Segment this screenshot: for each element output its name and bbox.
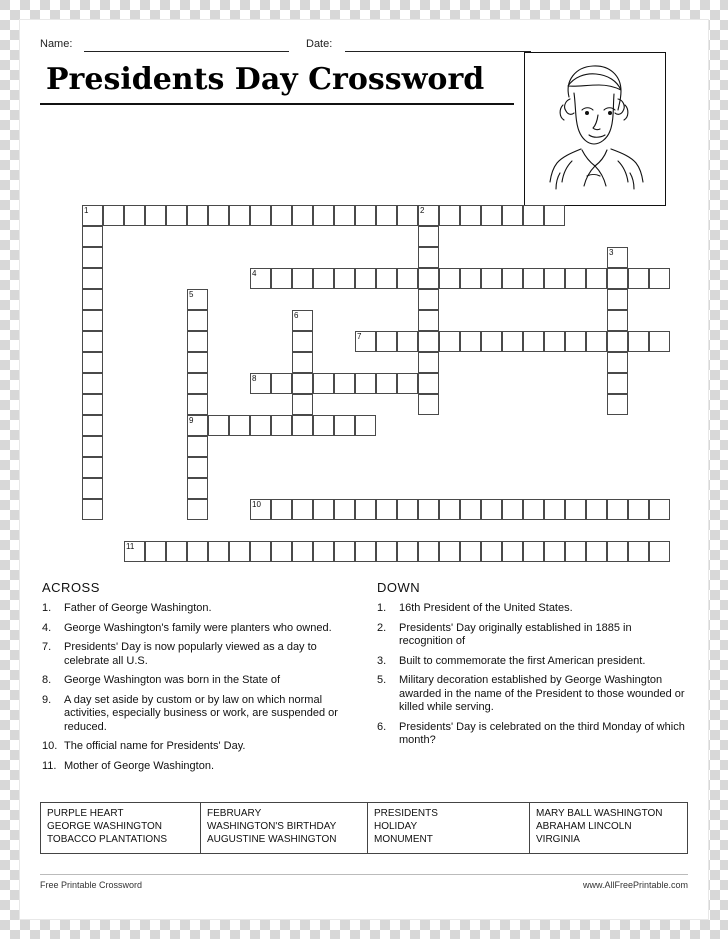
clue-text: Presidents' Day is now popularly viewed as a day to celebrate all U.S. xyxy=(64,641,317,667)
crossword-cell[interactable] xyxy=(334,499,355,520)
crossword-cell[interactable] xyxy=(124,541,145,562)
across-heading: ACROSS xyxy=(42,580,100,595)
date-write-line[interactable] xyxy=(345,51,531,52)
clue-number: 5. xyxy=(377,674,387,686)
crossword-cell[interactable] xyxy=(418,331,439,352)
clue-text: Presidents' Day is celebrated on the third Monday of which month? xyxy=(399,720,685,746)
crossword-cell[interactable] xyxy=(292,373,313,394)
crossword-cell[interactable] xyxy=(460,499,481,520)
clue-text: Built to commemorate the first American president. xyxy=(399,654,646,667)
crossword-cell[interactable] xyxy=(187,457,208,478)
title-rule xyxy=(40,103,514,105)
crossword-cell[interactable] xyxy=(439,331,460,352)
crossword-cell[interactable] xyxy=(250,268,271,289)
clue-item xyxy=(377,655,687,669)
clue-number: 6. xyxy=(377,720,387,733)
crossword-cell[interactable] xyxy=(82,394,103,415)
crossword-cell[interactable] xyxy=(607,268,628,289)
crossword-cell[interactable] xyxy=(502,205,523,226)
clue-text: George Washington was born in the State of xyxy=(64,674,281,686)
crossword-cell[interactable] xyxy=(82,247,103,268)
crossword-grid[interactable] xyxy=(40,205,690,565)
across-clue-list xyxy=(42,602,357,773)
crossword-cell[interactable] xyxy=(355,541,376,562)
crossword-cell[interactable] xyxy=(502,541,523,562)
crossword-cell[interactable] xyxy=(607,541,628,562)
crossword-cell[interactable] xyxy=(418,394,439,415)
down-heading: DOWN xyxy=(377,580,421,595)
crossword-cell[interactable] xyxy=(124,205,145,226)
crossword-cell[interactable] xyxy=(502,499,523,520)
crossword-cell[interactable] xyxy=(82,478,103,499)
clue-text: Presidents' Day originally established in 1885 in recognition of xyxy=(399,621,632,647)
crossword-cell[interactable] xyxy=(355,205,376,226)
word-bank-column-4 xyxy=(530,803,687,853)
crossword-cell[interactable] xyxy=(460,541,481,562)
crossword-cell[interactable] xyxy=(145,205,166,226)
crossword-cell[interactable] xyxy=(334,373,355,394)
crossword-cell[interactable] xyxy=(565,268,586,289)
crossword-cell[interactable] xyxy=(82,289,103,310)
crossword-cell[interactable] xyxy=(292,310,313,331)
crossword-cell[interactable] xyxy=(397,541,418,562)
crossword-cell[interactable] xyxy=(292,205,313,226)
crossword-cell[interactable] xyxy=(439,268,460,289)
crossword-cell[interactable] xyxy=(586,268,607,289)
cell-number: 8 xyxy=(252,374,257,383)
worksheet-page xyxy=(20,20,708,919)
crossword-cell[interactable] xyxy=(313,415,334,436)
word-bank-entry: PRESIDENTS xyxy=(374,808,438,819)
crossword-cell[interactable] xyxy=(565,499,586,520)
word-bank-entry: ABRAHAM LINCOLN xyxy=(536,821,632,832)
crossword-cell[interactable] xyxy=(460,268,481,289)
clue-number: 2. xyxy=(377,621,387,634)
clue-number: 7. xyxy=(42,641,52,653)
crossword-cell[interactable] xyxy=(565,541,586,562)
crossword-cell[interactable] xyxy=(313,499,334,520)
cell-number: 4 xyxy=(252,269,257,278)
crossword-cell[interactable] xyxy=(271,268,292,289)
footer-left: Free Printable Crossword xyxy=(40,880,143,890)
clue-text: Father of George Washington. xyxy=(64,602,212,614)
crossword-cell[interactable] xyxy=(376,499,397,520)
crossword-cell[interactable] xyxy=(292,541,313,562)
footer-right[interactable]: www.AllFreePrintable.com xyxy=(582,880,688,890)
crossword-cell[interactable] xyxy=(439,541,460,562)
crossword-cell[interactable] xyxy=(187,436,208,457)
word-bank-entry: PURPLE HEART xyxy=(47,808,124,819)
clue-item xyxy=(42,694,357,735)
word-bank-entry: WASHINGTON'S BIRTHDAY xyxy=(207,821,337,832)
cell-number: 6 xyxy=(294,311,299,320)
clue-item xyxy=(42,674,357,688)
down-column xyxy=(377,580,687,754)
word-bank-entry: MARY BALL WASHINGTON xyxy=(536,808,663,819)
crossword-cell[interactable] xyxy=(208,415,229,436)
crossword-cell[interactable] xyxy=(145,541,166,562)
crossword-cell[interactable] xyxy=(250,373,271,394)
crossword-cell[interactable] xyxy=(397,268,418,289)
crossword-cell[interactable] xyxy=(82,415,103,436)
crossword-cell[interactable] xyxy=(292,331,313,352)
crossword-cell[interactable] xyxy=(187,352,208,373)
crossword-cell[interactable] xyxy=(481,499,502,520)
crossword-cell[interactable] xyxy=(397,373,418,394)
clue-number: 1. xyxy=(42,602,52,614)
cell-number: 5 xyxy=(189,290,194,299)
clue-item xyxy=(377,674,687,715)
crossword-cell[interactable] xyxy=(418,205,439,226)
crossword-cell[interactable] xyxy=(544,331,565,352)
clue-item xyxy=(377,721,687,748)
crossword-cell[interactable] xyxy=(229,541,250,562)
crossword-cell[interactable] xyxy=(334,541,355,562)
across-column xyxy=(42,580,357,779)
crossword-cell[interactable] xyxy=(103,205,124,226)
word-bank-entry: FEBRUARY xyxy=(207,808,262,819)
crossword-cell[interactable] xyxy=(376,268,397,289)
crossword-cell[interactable] xyxy=(418,310,439,331)
crossword-cell[interactable] xyxy=(292,268,313,289)
clue-number: 1. xyxy=(377,602,387,614)
crossword-cell[interactable] xyxy=(187,373,208,394)
page-title: Presidents Day Crossword xyxy=(46,62,485,97)
cell-number: 7 xyxy=(357,332,362,341)
crossword-cell[interactable] xyxy=(565,331,586,352)
crossword-cell[interactable] xyxy=(187,415,208,436)
crossword-cell[interactable] xyxy=(187,331,208,352)
word-bank-entry: GEORGE WASHINGTON xyxy=(47,821,163,832)
crossword-cell[interactable] xyxy=(334,268,355,289)
clue-number: 10. xyxy=(42,740,58,752)
down-clue-list xyxy=(377,602,687,748)
crossword-cell[interactable] xyxy=(166,205,187,226)
crossword-cell[interactable] xyxy=(250,415,271,436)
clue-number: 3. xyxy=(377,654,387,667)
crossword-cell[interactable] xyxy=(187,478,208,499)
crossword-cell[interactable] xyxy=(502,268,523,289)
crossword-cell[interactable] xyxy=(649,331,670,352)
clue-text: Military decoration established by George Washington awarded in the name of the President to those wounded or killed while serving. xyxy=(399,674,685,713)
crossword-cell[interactable] xyxy=(82,205,103,226)
crossword-cell[interactable] xyxy=(439,205,460,226)
clue-text: George Washington's family were planters who owned. xyxy=(64,621,332,634)
crossword-cell[interactable] xyxy=(313,268,334,289)
crossword-cell[interactable] xyxy=(523,268,544,289)
crossword-cell[interactable] xyxy=(82,352,103,373)
word-bank-column-2 xyxy=(201,803,368,853)
name-write-line[interactable] xyxy=(84,51,289,52)
crossword-cell[interactable] xyxy=(586,331,607,352)
crossword-cell[interactable] xyxy=(418,247,439,268)
crossword-cell[interactable] xyxy=(607,310,628,331)
clue-text: A day set aside by custom or by law on which normal activities, especially business or work, are suspended or reduced. xyxy=(64,693,338,733)
cell-number: 9 xyxy=(189,416,194,425)
crossword-cell[interactable] xyxy=(82,373,103,394)
crossword-cell[interactable] xyxy=(481,268,502,289)
date-label: Date: xyxy=(306,38,333,50)
crossword-cell[interactable] xyxy=(82,457,103,478)
crossword-cell[interactable] xyxy=(250,205,271,226)
crossword-cell[interactable] xyxy=(586,499,607,520)
crossword-cell[interactable] xyxy=(82,226,103,247)
crossword-cell[interactable] xyxy=(418,268,439,289)
crossword-cell[interactable] xyxy=(628,268,649,289)
crossword-cell[interactable] xyxy=(271,373,292,394)
crossword-cell[interactable] xyxy=(628,499,649,520)
crossword-cell[interactable] xyxy=(649,541,670,562)
crossword-cell[interactable] xyxy=(166,541,187,562)
crossword-cell[interactable] xyxy=(607,247,628,268)
crossword-cell[interactable] xyxy=(523,205,544,226)
crossword-cell[interactable] xyxy=(460,331,481,352)
cell-number: 3 xyxy=(609,248,614,257)
page-footer xyxy=(40,874,688,890)
crossword-cell[interactable] xyxy=(397,499,418,520)
word-bank-column-3 xyxy=(368,803,530,853)
clue-number: 4. xyxy=(42,621,52,634)
name-label: Name: xyxy=(40,38,73,50)
clue-number: 11. xyxy=(42,759,57,772)
crossword-cell[interactable] xyxy=(187,310,208,331)
word-bank-entry: TOBACCO PLANTATIONS xyxy=(47,834,168,845)
crossword-cell[interactable] xyxy=(292,394,313,415)
crossword-cell[interactable] xyxy=(418,499,439,520)
word-bank-entry: AUGUSTINE WASHINGTON xyxy=(207,834,337,845)
crossword-cell[interactable] xyxy=(544,205,565,226)
crossword-cell[interactable] xyxy=(376,373,397,394)
crossword-cell[interactable] xyxy=(523,331,544,352)
crossword-cell[interactable] xyxy=(355,373,376,394)
crossword-cell[interactable] xyxy=(376,205,397,226)
crossword-cell[interactable] xyxy=(460,205,481,226)
crossword-cell[interactable] xyxy=(292,499,313,520)
crossword-cell[interactable] xyxy=(628,331,649,352)
clue-text: The official name for Presidents' Day. xyxy=(64,740,246,752)
crossword-cell[interactable] xyxy=(607,289,628,310)
crossword-cell[interactable] xyxy=(523,499,544,520)
crossword-cell[interactable] xyxy=(523,541,544,562)
crossword-cell[interactable] xyxy=(82,331,103,352)
crossword-cell[interactable] xyxy=(628,541,649,562)
clue-text: Mother of George Washington. xyxy=(64,759,215,772)
crossword-cell[interactable] xyxy=(229,415,250,436)
crossword-cell[interactable] xyxy=(607,331,628,352)
clue-item xyxy=(377,602,687,616)
cell-number: 1 xyxy=(84,206,89,215)
crossword-cell[interactable] xyxy=(355,331,376,352)
crossword-cell[interactable] xyxy=(82,436,103,457)
word-bank xyxy=(40,802,688,854)
crossword-cell[interactable] xyxy=(313,373,334,394)
crossword-cell[interactable] xyxy=(229,205,250,226)
crossword-cell[interactable] xyxy=(250,541,271,562)
crossword-cell[interactable] xyxy=(82,268,103,289)
crossword-cell[interactable] xyxy=(334,205,355,226)
clue-item xyxy=(377,622,687,649)
crossword-cell[interactable] xyxy=(607,394,628,415)
crossword-cell[interactable] xyxy=(187,205,208,226)
clue-item xyxy=(42,641,357,668)
crossword-cell[interactable] xyxy=(649,268,670,289)
crossword-cell[interactable] xyxy=(355,415,376,436)
crossword-cell[interactable] xyxy=(271,205,292,226)
crossword-cell[interactable] xyxy=(187,394,208,415)
clue-item xyxy=(42,602,357,616)
crossword-cell[interactable] xyxy=(271,499,292,520)
crossword-cell[interactable] xyxy=(82,499,103,520)
clue-item xyxy=(42,622,357,636)
crossword-cell[interactable] xyxy=(397,331,418,352)
crossword-cell[interactable] xyxy=(208,205,229,226)
crossword-cell[interactable] xyxy=(292,352,313,373)
crossword-cell[interactable] xyxy=(397,205,418,226)
crossword-cell[interactable] xyxy=(355,499,376,520)
clue-number: 8. xyxy=(42,674,52,686)
crossword-cell[interactable] xyxy=(607,352,628,373)
crossword-cell[interactable] xyxy=(481,541,502,562)
crossword-cell[interactable] xyxy=(313,541,334,562)
crossword-cell[interactable] xyxy=(292,415,313,436)
crossword-cell[interactable] xyxy=(649,499,670,520)
george-washington-portrait xyxy=(524,52,666,206)
crossword-cell[interactable] xyxy=(271,415,292,436)
crossword-cell[interactable] xyxy=(250,499,271,520)
crossword-cell[interactable] xyxy=(544,268,565,289)
crossword-cell[interactable] xyxy=(271,541,292,562)
clue-text: 16th President of the United States. xyxy=(399,602,573,614)
crossword-cell[interactable] xyxy=(187,289,208,310)
word-bank-column-1 xyxy=(41,803,201,853)
crossword-cell[interactable] xyxy=(481,331,502,352)
crossword-cell[interactable] xyxy=(82,310,103,331)
word-bank-entry: MONUMENT xyxy=(374,834,433,845)
crossword-cell[interactable] xyxy=(502,331,523,352)
clue-item xyxy=(42,740,357,754)
crossword-cell[interactable] xyxy=(481,205,502,226)
cell-number: 10 xyxy=(252,500,261,509)
cell-number: 2 xyxy=(420,206,425,215)
clue-number: 9. xyxy=(42,693,52,706)
crossword-cell[interactable] xyxy=(418,226,439,247)
crossword-cell[interactable] xyxy=(607,499,628,520)
crossword-cell[interactable] xyxy=(544,499,565,520)
crossword-cell[interactable] xyxy=(544,541,565,562)
crossword-cell[interactable] xyxy=(418,352,439,373)
crossword-cell[interactable] xyxy=(187,499,208,520)
cell-number: 11 xyxy=(126,542,135,551)
word-bank-entry: HOLIDAY xyxy=(374,821,418,832)
crossword-cell[interactable] xyxy=(607,373,628,394)
crossword-cell[interactable] xyxy=(586,541,607,562)
clue-item xyxy=(42,760,357,774)
crossword-cell[interactable] xyxy=(418,289,439,310)
crossword-cell[interactable] xyxy=(355,268,376,289)
word-bank-entry: VIRGINIA xyxy=(536,834,580,845)
crossword-cell[interactable] xyxy=(187,541,208,562)
crossword-cell[interactable] xyxy=(313,205,334,226)
crossword-cell[interactable] xyxy=(208,541,229,562)
crossword-cell[interactable] xyxy=(376,331,397,352)
crossword-cell[interactable] xyxy=(439,499,460,520)
crossword-cell[interactable] xyxy=(376,541,397,562)
crossword-cell[interactable] xyxy=(334,415,355,436)
crossword-cell[interactable] xyxy=(418,373,439,394)
crossword-cell[interactable] xyxy=(418,541,439,562)
title-block xyxy=(40,58,520,105)
